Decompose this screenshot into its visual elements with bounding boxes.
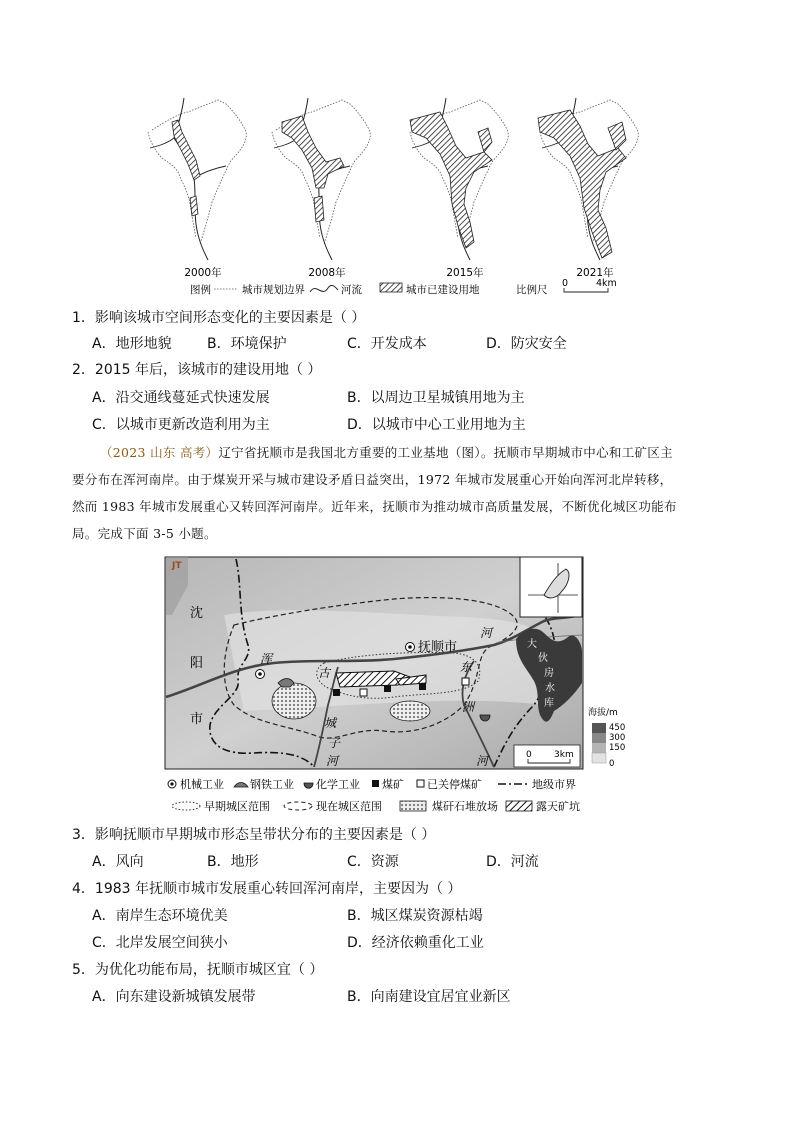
built-swatch — [380, 283, 402, 292]
q3-option-d[interactable]: D．河流 — [486, 854, 539, 870]
legend-gangue-pile: 煤矸石堆放场 — [432, 800, 498, 813]
passage-source: （2023 山东 高考） — [100, 445, 219, 460]
legend-built: 城市已建设用地 — [406, 284, 480, 296]
question-4: 4．1983 年抚顺市城市发展重心转回浑河南岸，主要因为（ ） — [72, 881, 462, 897]
q4-option-c[interactable]: C．北岸发展空间狭小 — [92, 935, 228, 951]
year-label-2021: 2021年 — [576, 267, 614, 279]
q5-option-a[interactable]: A．向东建设新城镇发展带 — [92, 989, 256, 1005]
legend-boundary: 城市规划边界 — [242, 284, 305, 296]
year-label-2008: 2008年 — [308, 267, 346, 279]
q1-option-a[interactable]: A．地形地貌 — [92, 336, 172, 352]
passage-line-2: 要分布在浑河南岸。由于煤炭开采与城市建设矛盾日益突出，1972 年城市发展重心开始向浑河北岸转移， — [72, 472, 673, 487]
river-swatch — [310, 285, 338, 292]
question-2: 2．2015 年后，该城市的建设用地（ ） — [72, 362, 322, 378]
reading-passage — [72, 439, 732, 547]
coal-mine-3 — [419, 683, 426, 690]
passage-line-1: 辽宁省抚顺市是我国北方重要的工业基地（图）。抚顺市早期城市中心和工矿区主 — [218, 445, 673, 460]
label-shi: 市 — [190, 712, 204, 727]
q1-option-d[interactable]: D．防灾安全 — [486, 336, 567, 352]
map-2000 — [148, 98, 246, 260]
q2-option-a[interactable]: A．沿交通线蔓延式快速发展 — [92, 390, 270, 406]
legend-prefix: 图例 — [190, 284, 211, 296]
legend-current-urban: 现在城区范围 — [316, 800, 382, 813]
map-legend-row-1 — [168, 777, 576, 791]
elevation-legend — [588, 706, 625, 769]
legend-open-pit: 露天矿坑 — [536, 800, 580, 813]
locator-inset — [520, 557, 582, 617]
legend-coal-mine: 煤矿 — [382, 778, 404, 791]
q2-option-c[interactable]: C．以城市更新改造利用为主 — [92, 417, 270, 433]
q3-option-a[interactable]: A．风向 — [92, 854, 144, 870]
legend-scale-label: 比例尺 — [516, 284, 548, 296]
city-growth-maps-figure — [138, 92, 658, 302]
label-gu: 古 — [318, 666, 331, 680]
passage-line-4: 局。完成下面 3-5 小题。 — [72, 526, 217, 541]
label-cheng: 城 — [324, 716, 337, 730]
reservoir-char-5: 库 — [544, 698, 554, 709]
legend-early-urban: 早期城区范围 — [204, 800, 270, 813]
question-5: 5．为优化功能布局，抚顺市城区宜（ ） — [72, 962, 324, 978]
coal-gangue-pile-west — [272, 683, 316, 719]
question-1: 1．影响该城市空间形态变化的主要因素是（ ） — [72, 310, 366, 326]
q4-option-b[interactable]: B．城区煤炭资源枯竭 — [347, 908, 483, 924]
legend-machinery: 机械工业 — [180, 778, 224, 791]
q5-option-b[interactable]: B．向南建设宜居宜业新区 — [347, 989, 511, 1005]
label-shen: 沈 — [190, 606, 204, 621]
scale-value: 4km — [596, 278, 617, 289]
elevation-tick-300: 300 — [609, 733, 626, 743]
map-2008 — [272, 98, 370, 260]
question-3: 3．影响抚顺市早期城市形态呈带状分布的主要因素是（ ） — [72, 827, 436, 843]
map-2021 — [538, 98, 638, 260]
elevation-tick-150: 150 — [609, 743, 626, 753]
label-he: 河 — [480, 626, 493, 640]
reservoir-char-3: 房 — [544, 668, 554, 679]
coal-mine-1 — [333, 689, 340, 696]
machinery-industry-symbol — [256, 670, 265, 679]
label-hun: 浑 — [260, 652, 273, 666]
map-scale-value: 3km — [554, 750, 574, 760]
year-label-2015: 2015年 — [446, 267, 484, 279]
reservoir-char-2: 伙 — [538, 653, 548, 664]
machinery-industry-symbol-fushun — [406, 643, 415, 652]
legend-river: 河流 — [341, 284, 362, 296]
label-fushun-city: 抚顺市 — [418, 640, 458, 655]
legend-prefecture-boundary: 地级市界 — [532, 778, 576, 791]
fushun-map-figure — [164, 555, 634, 817]
publisher-logo: JT — [172, 561, 182, 571]
q2-option-d[interactable]: D．以城市中心工业用地为主 — [347, 417, 526, 433]
label-zhou: 洲 — [462, 700, 475, 714]
elevation-tick-450: 450 — [609, 723, 626, 733]
coal-gangue-pile-east — [390, 701, 430, 721]
closed-coal-mine-1 — [360, 689, 367, 696]
label-he-3: 河 — [476, 754, 489, 768]
label-zi: 子 — [328, 736, 341, 750]
map-scale — [514, 745, 580, 767]
q4-option-d[interactable]: D．经济依赖重化工业 — [347, 935, 484, 951]
q3-option-b[interactable]: B．地形 — [207, 854, 259, 870]
legend-closed-mine: 已关停煤矿 — [427, 778, 482, 791]
q1-option-b[interactable]: B．环境保护 — [207, 336, 287, 352]
map-scale-zero: 0 — [526, 750, 532, 760]
q1-option-c[interactable]: C．开发成本 — [347, 336, 427, 352]
passage-line-3: 然而 1983 年城市发展重心又转回浑河南岸。近年来，抚顺市为推动城市高质量发展，不断优化城区功能布 — [72, 499, 677, 514]
legend-steel: 钢铁工业 — [250, 778, 294, 791]
map-legend — [190, 278, 617, 296]
year-label-2000: 2000年 — [184, 267, 222, 279]
map-legend-row-2 — [172, 799, 580, 813]
reservoir-char-1: 大 — [527, 639, 537, 650]
label-he-2: 河 — [326, 754, 339, 768]
elevation-title: 海拔/m — [588, 708, 618, 718]
map-2015 — [410, 98, 508, 260]
label-yang: 阳 — [190, 656, 204, 671]
q2-option-b[interactable]: B．以周边卫星城镇用地为主 — [347, 390, 525, 406]
q4-option-a[interactable]: A．南岸生态环境优美 — [92, 908, 228, 924]
closed-coal-mine-2 — [462, 678, 469, 685]
coal-mine-2 — [384, 685, 391, 692]
scale-zero: 0 — [562, 278, 569, 289]
reservoir-char-4: 水 — [545, 683, 555, 694]
label-dong: 东 — [460, 660, 473, 674]
q3-option-c[interactable]: C．资源 — [347, 854, 399, 870]
elevation-tick-0: 0 — [609, 759, 615, 769]
legend-chemical: 化学工业 — [316, 778, 360, 791]
